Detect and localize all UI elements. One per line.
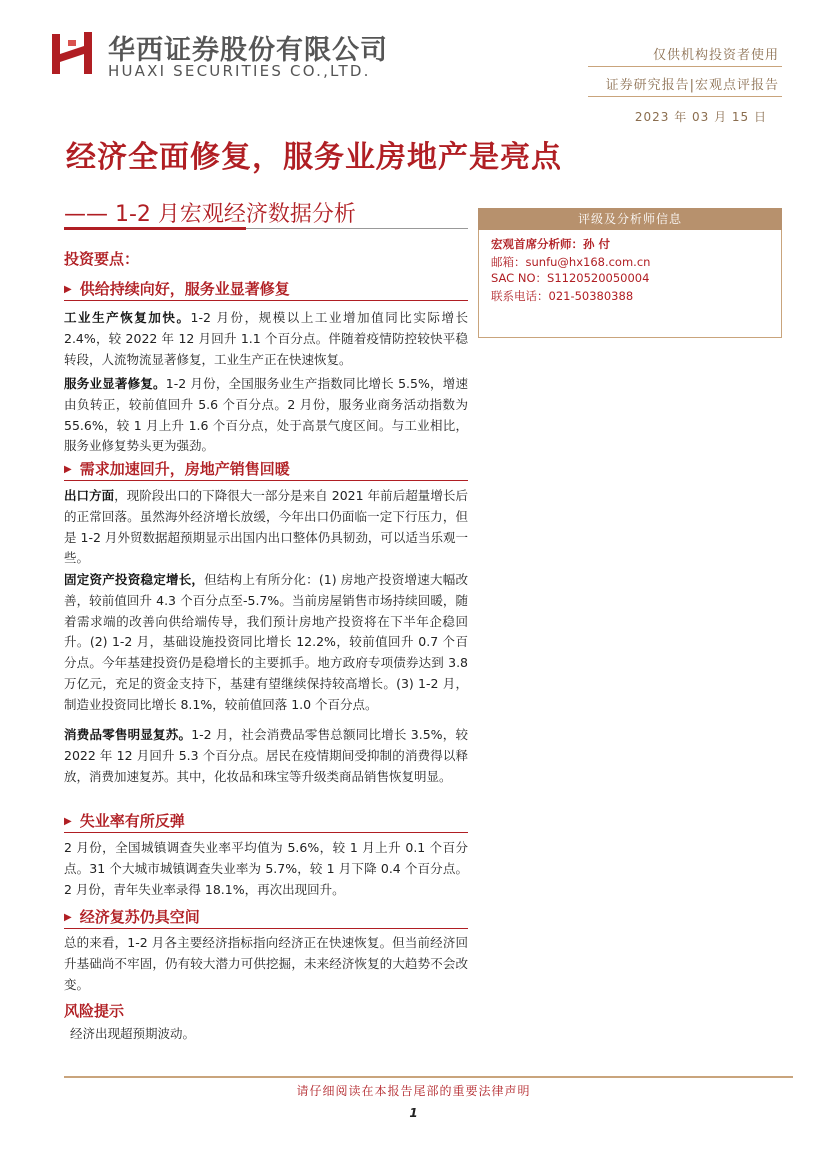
analyst-sac: SAC NO：S1120520050004 (491, 271, 650, 285)
legal-notice: 请仔细阅读在本报告尾部的重要法律声明 (296, 1084, 531, 1098)
risk-title: 风险提示 (64, 1002, 125, 1020)
report-subtitle: —— 1-2 月宏观经济数据分析 (64, 202, 356, 227)
paragraph: 固定资产投资稳定增长，但结构上有所分化：(1) 房地产投资增速大幅改善，较前值回升 4.3 个百分点至-5.7%。当前房屋销售市场持续回暖，随着需求端的改善向供给端传导，我们预计房地产投资将在下半年企稳回升。(2) 1-2 月，基础设施投资同比增长 12.2%，较前值回升 0.7 个百分点。今年基建投资仍是稳增长的主要抓手。地方政府专项债券达到 3.8 万亿元，充足的资金支持下，基建有望继续保持较高增长。(3) 1-2 月，制造业投资同比增长 8.1%，较前值回落 1.0 个百分点。 (64, 572, 468, 712)
title-rule-red (64, 227, 246, 230)
paragraph: 出口方面，现阶段出口的下降很大一部分是来自 2021 年前后超量增长后的正常回落。虽然海外经济增长放缓，今年出口仍面临一定下行压力，但是 1-2 月外贸数据超预期显示出国内出口整体仍具韧劲，可以适当乐观一些。 (64, 488, 468, 566)
paragraph: 消费品零售明显复苏。1-2 月，社会消费品零售总额同比增长 3.5%，较 2022 年 12 月回升 5.3 个百分点。居民在疫情期间受抑制的消费得以释放，消费加速复苏。其中，化妆品和珠宝等升级类商品销售恢复明显。 (64, 727, 468, 784)
section-heading: ▶ 失业率有所反弹 (64, 812, 185, 830)
company-logo (50, 30, 94, 76)
page-number: 1 (409, 1106, 418, 1120)
paragraph: 总的来看，1-2 月各主要经济指标指向经济正在快速恢复。但当前经济回升基础尚不牢固，仍有较大潜力可供挖掘，未来经济恢复的大趋势不会改变。 (64, 935, 468, 992)
analyst-name: 宏观首席分析师：孙 付 (491, 237, 611, 251)
triangle-icon: ▶ (64, 816, 72, 827)
paragraph: 2 月份，全国城镇调查失业率平均值为 5.6%，较 1 月上升 0.1 个百分点。31 个大城市城镇调查失业率为 5.7%，较 1 月下降 0.4 个百分点。2 月份，青年失业率录得 18.1%，再次出现回升。 (64, 840, 468, 897)
paragraph: 服务业显著修复。1-2 月份，全国服务业生产指数同比增长 5.5%，增速由负转正，较前值回升 5.6 个百分点。2 月份，服务业商务活动指数为 55.6%，较 1 月上升 1.6 个百分点，处于高景气度区间。与工业相比，服务业修复势头更为强劲。 (64, 376, 468, 454)
triangle-icon: ▶ (64, 464, 72, 475)
header-divider-2 (588, 96, 782, 97)
section-heading: ▶ 需求加速回升，房地产销售回暖 (64, 460, 290, 478)
analyst-email[interactable]: 邮箱：sunfu@hx168.com.cn (491, 255, 651, 269)
risk-text: 经济出现超预期波动。 (70, 1026, 196, 1041)
report-type: 证券研究报告|宏观点评报告 (605, 78, 779, 93)
triangle-icon: ▶ (64, 284, 72, 295)
section-rule (64, 300, 468, 301)
section-rule (64, 480, 468, 481)
section-heading: ▶ 经济复苏仍具空间 (64, 908, 200, 926)
section-rule (64, 928, 468, 929)
analyst-info-heading: 评级及分析师信息 (478, 208, 782, 230)
section-heading: ▶ 供给持续向好，服务业显著修复 (64, 280, 290, 298)
paragraph: 工业生产恢复加快。1-2 月份，规模以上工业增加值同比实际增长 2.4%，较 2022 年 12 月回升 1.1 个百分点。伴随着疫情防控较快平稳转段，人流物流显著修复，工业生产正在快速恢复。 (64, 310, 468, 367)
company-name-cn: 华西证券股份有限公司 (108, 35, 388, 66)
report-date: 2023 年 03 月 15 日 (634, 110, 767, 124)
title-rule-gray (246, 228, 468, 229)
company-name-en: HUAXI SECURITIES CO.,LTD. (108, 62, 371, 80)
report-title: 经济全面修复，服务业房地产是亮点 (66, 140, 562, 175)
analyst-phone: 联系电话：021-50380388 (491, 289, 634, 303)
triangle-icon: ▶ (64, 912, 72, 923)
header-divider (588, 66, 782, 67)
audience-note: 仅供机构投资者使用 (652, 48, 779, 63)
section-rule (64, 832, 468, 833)
footer-rule (64, 1076, 793, 1078)
investment-points-title: 投资要点： (64, 250, 140, 268)
